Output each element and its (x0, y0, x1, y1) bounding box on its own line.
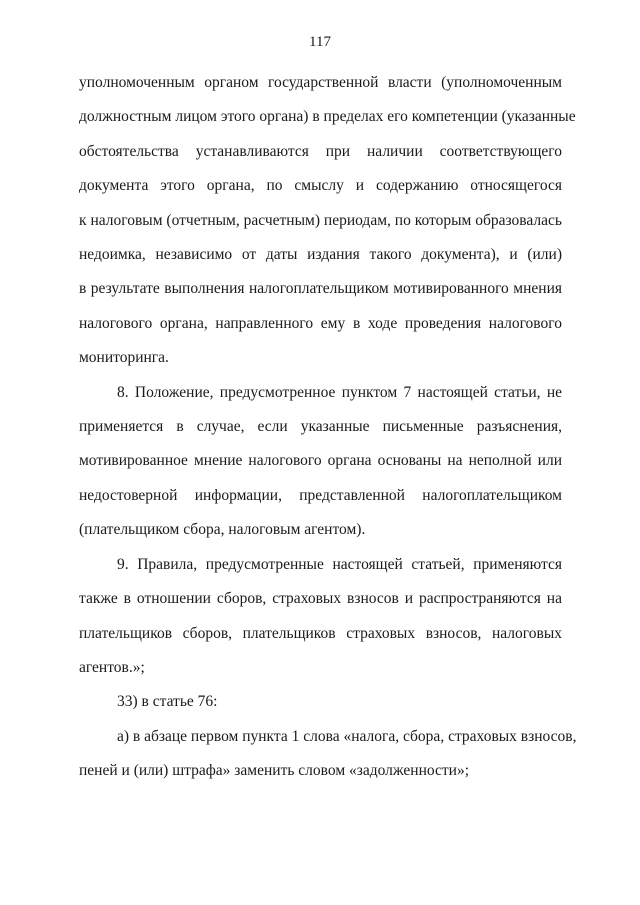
text-line: 33) в статье 76: (117, 693, 218, 711)
text-line: 9. Правила, предусмотренные настоящей статьей, применяются (117, 555, 562, 573)
text-line: в результате выполнения налогоплательщиком мотивированного мнения (79, 280, 562, 298)
text-line: (плательщиком сбора, налоговым агентом). (79, 521, 366, 539)
text-line: мониторинга. (79, 349, 169, 367)
text-line: применяется в случае, если указанные письменные разъяснения, (79, 418, 562, 436)
text-line: недостоверной информации, представленной налогоплательщиком (79, 486, 562, 504)
text-line: а) в абзаце первом пункта 1 слова «налога, сбора, страховых взносов, (117, 727, 577, 745)
text-line: документа этого органа, по смыслу и содержанию относящегося (79, 177, 562, 195)
text-line: агентов.»; (79, 658, 145, 676)
document-body (79, 66, 577, 789)
page-number: 117 (309, 34, 331, 50)
text-line: плательщиков сборов, плательщиков страховых взносов, налоговых (79, 624, 562, 642)
paragraph-item-9 (79, 548, 562, 686)
text-line: к налоговым (отчетным, расчетным) периодам, по которым образовалась (79, 211, 562, 229)
paragraph-subitem-a (79, 720, 577, 789)
text-line: обстоятельства устанавливаются при наличии соответствующего (79, 142, 562, 160)
paragraph-item-33 (79, 685, 562, 719)
text-line: пеней и (или) штрафа» заменить словом «задолженности»; (79, 762, 470, 780)
text-line: недоимка, независимо от даты издания такого документа), и (или) (79, 246, 562, 264)
paragraph-continuation (79, 66, 576, 376)
text-line: мотивированное мнение налогового органа основаны на неполной или (79, 452, 562, 470)
text-line: должностным лицом этого органа) в пределах его компетенции (указанные (79, 108, 576, 126)
paragraph-item-8 (79, 376, 562, 548)
text-line: 8. Положение, предусмотренное пунктом 7 настоящей статьи, не (117, 383, 562, 401)
text-line: также в отношении сборов, страховых взносов и распространяются на (79, 590, 562, 608)
text-line: налогового органа, направленного ему в ходе проведения налогового (79, 314, 562, 332)
text-line: уполномоченным органом государственной власти (уполномоченным (79, 74, 562, 91)
